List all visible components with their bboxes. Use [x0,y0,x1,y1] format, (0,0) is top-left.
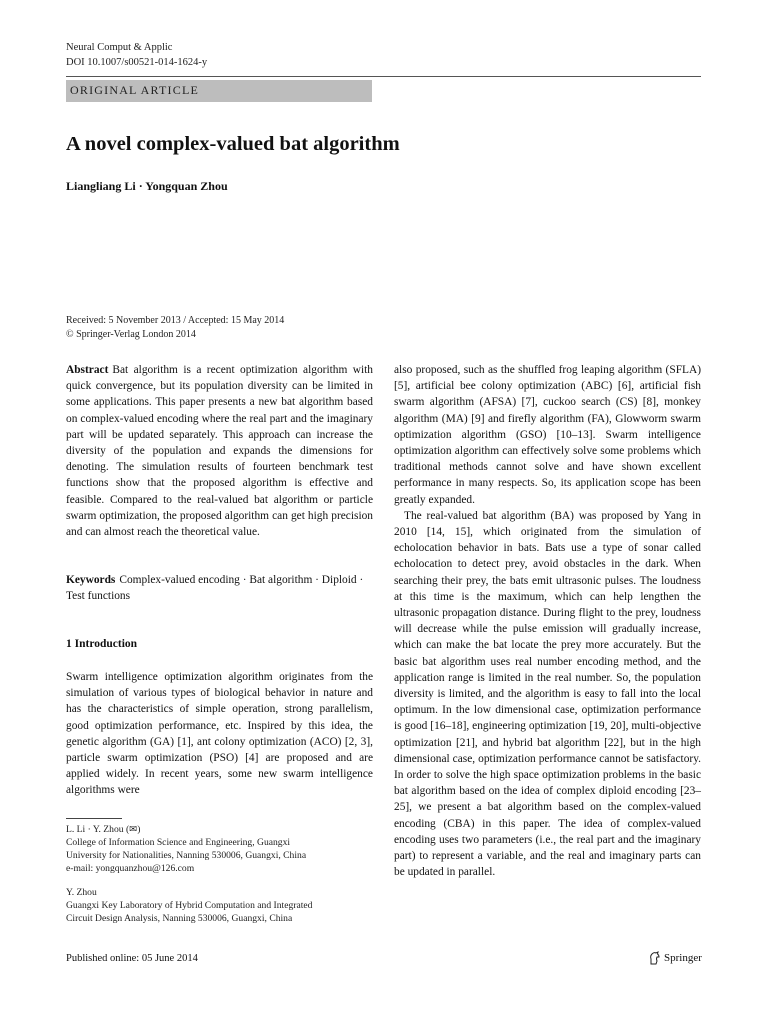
article-type-banner [66,80,372,102]
doi[interactable]: DOI 10.1007/s00521-014-1624-y [66,57,208,68]
header-rule [66,76,701,77]
introduction-paragraph-1 [66,669,373,799]
copyright: © Springer-Verlag London 2014 [66,329,196,340]
footnote-affiliation-1a: College of Information Science and Engineering, Guangxi [66,837,291,848]
introduction-right-column [394,362,701,881]
paper-title: A novel complex-valued bat algorithm [66,133,400,155]
keywords-label: Keywords [66,574,116,586]
keywords [66,572,373,604]
author-list[interactable]: Liangliang Li · Yongquan Zhou [66,179,228,193]
publisher-logo[interactable] [648,951,702,965]
keywords-text: Complex-valued encoding · Bat algorithm · Diploid · Test functions [66,574,364,603]
footnote-affiliation-1b: University for Nationalities, Nanning 530006, Guangxi, China [66,850,307,861]
received-accepted: Received: 5 November 2013 / Accepted: 15 May 2014 [66,315,285,326]
publisher-name: Springer [664,952,702,964]
footnote-author-2: Y. Zhou [66,887,97,898]
abstract [66,362,373,540]
publication-dates [66,314,284,342]
intro-p1-continued: also proposed, such as the shuffled frog leaping algorithm (SFLA) [5], artificial bee colony optimization (ABC) [6], artificial fish swarm algorithm (AFSA) [7], cuckoo search (CS) [8], monkey algorithm (MA) [9] and firefly algorithm (FA), Glowworm swarm optimization algorithm (GSO) [10–13]. Swarm intelligence optimization algorithm can effectively solve some problems which traditional methods cannot solve and have shown excellent performance in many respects. So, its application scope has been greatly expanded. [394,364,701,506]
intro-p2-text: The real-valued bat algorithm (BA) was proposed by Yang in 2010 [14, 15], which originated from the simulation of echolocation behavior in bats. Bats use a type of sonar called echolocation to detect prey, avoid obstacles in the dark. When searching their prey, the bats emit ultrasonic pulses. The loudness at this time is the maximum, which can help lengthen the ultrasonic propagation distance. During flight to the prey, loudness will decrease while the pulse emission will gradually increase, which can make the bat locate the prey more accurately. But the basic bat algorithm uses real number encoding method, and the application range is limited in the real number. So, the population diversity is limited, and the algorithm is easy to fall into the local optimum. In the low dimensional case, optimization performance is good [16–18], engineering optimization [19, 20], multi-objective optimization [21], and hybrid bat algorithm [22], but in the high dimensional case, optimization performance cannot be satisfactory. In order to solve the high space optimization problems in the basic bat algorithm based on the idea of complex diploid encoding [23–25], we present a bat algorithm based on the complex-valued encoding (CBA) in this paper. The idea of complex-valued encoding uses two parameters (i.e., the real part and the imaginary part) to represent a variable, and the real and imaginary parts can be updated in parallel. [394,509,701,879]
footnote-authors: L. Li · Y. Zhou (✉) [66,824,141,835]
footnote-rule [66,818,122,819]
footnote-email[interactable]: e-mail: yongquanzhou@126.com [66,863,195,874]
journal-name: Neural Comput & Applic [66,42,173,53]
abstract-label: Abstract [66,364,109,376]
springer-horse-icon [648,951,661,965]
abstract-text: Bat algorithm is a recent optimization algorithm with quick convergence, but its population diversity can be limited in some applications. This paper presents a new bat algorithm based on complex-valued encoding where the real part and the imaginary part will be updated separately. This approach can increase the diversity of the population and expands the dimensions for denoting. The simulation results of fourteen benchmark test functions show that the proposed algorithm is effective and feasible. Compared to the real-valued bat algorithm or particle swarm optimization, the proposed algorithm can get high precision and can almost reach the theoretical value. [66,364,373,539]
intro-p1-text: Swarm intelligence optimization algorithm originates from the simulation of various types of biological behavior in nature and has the characteristics of simple operation, strong parallelism, good optimization performance, etc. Inspired by this idea, the genetic algorithm (GA) [1], ant colony optimization (ACO) [2, 3], particle swarm optimization (PSO) [4] are proposed and are applied widely. In recent years, some new swarm intelligence algorithms were [66,671,373,797]
footnote-affiliation-2a: Guangxi Key Laboratory of Hybrid Computation and Integrated [66,900,313,911]
footnote-affiliation-2b: Circuit Design Analysis, Nanning 530006, Guangxi, China [66,913,293,924]
article-type-label: ORIGINAL ARTICLE [70,83,200,97]
published-online: Published online: 05 June 2014 [66,953,198,964]
section-heading-introduction: 1 Introduction [66,638,138,650]
